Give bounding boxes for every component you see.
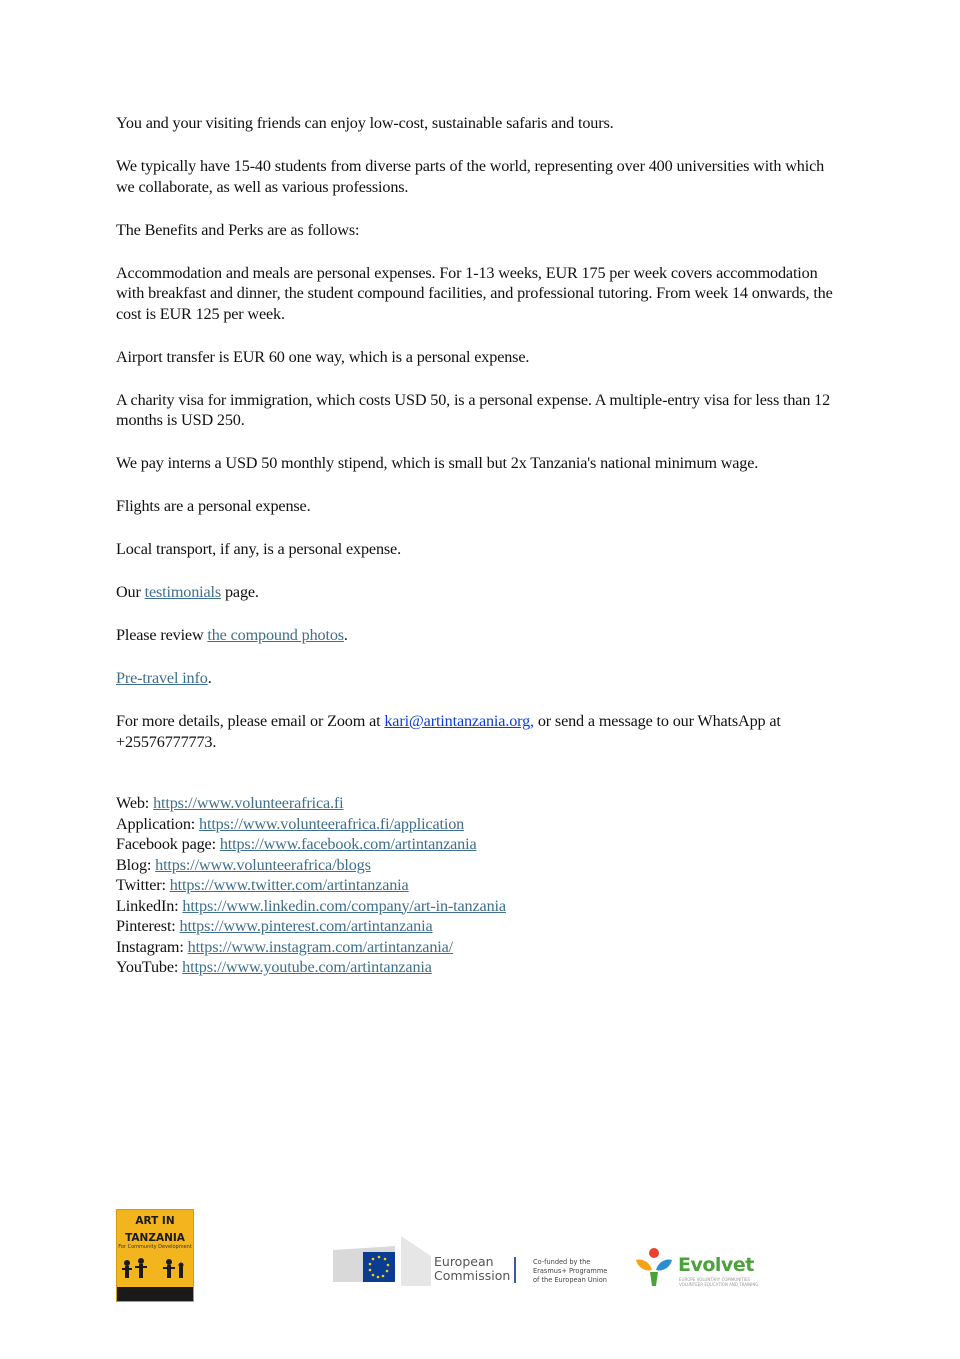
document-body xyxy=(116,113,846,978)
testimonials-link[interactable]: testimonials xyxy=(144,583,222,601)
contact-prefix: For more details, please email or Zoom at xyxy=(116,712,385,730)
testimonials-suffix: page. xyxy=(221,583,259,601)
link-row-youtube xyxy=(116,957,846,978)
link-row-facebook xyxy=(116,834,846,855)
link-row-blog xyxy=(116,855,846,876)
ait-logo-line1: ART IN xyxy=(135,1215,175,1227)
web-url-link[interactable]: https://www.volunteerafrica.fi xyxy=(153,794,344,812)
ec-line1: European xyxy=(434,1254,494,1269)
paragraph-benefits-heading: The Benefits and Perks are as follows: xyxy=(116,220,360,239)
evolvet-name: Evolvet xyxy=(678,1254,754,1276)
footer-logos xyxy=(0,1200,960,1310)
cofund-line2: Erasmus+ Programme xyxy=(533,1267,608,1275)
testimonials-prefix: Our xyxy=(116,583,145,601)
ait-logo-ground xyxy=(117,1287,193,1301)
link-label: Facebook page: xyxy=(116,835,220,853)
paragraph-students: We typically have 15-40 students from diverse parts of the world, representing over 400 universities with which we collaborate, as well as various professions. xyxy=(116,157,825,196)
link-label: Application: xyxy=(116,814,200,833)
link-label: YouTube: xyxy=(116,958,183,976)
link-row-web xyxy=(116,793,846,814)
link-label: LinkedIn: xyxy=(116,896,183,915)
link-row-pinterest xyxy=(116,916,846,937)
link-row-instagram xyxy=(116,937,846,958)
paragraph-safaris: You and your visiting friends can enjoy low-cost, sustainable safaris and tours. xyxy=(116,114,614,132)
evolvet-logo-icon xyxy=(632,1246,676,1288)
link-label: Twitter: xyxy=(116,876,170,894)
paragraph-local-transport: Local transport, if any, is a personal expense. xyxy=(116,540,401,558)
email-link[interactable]: kari@artintanzania.org, xyxy=(384,712,534,730)
paragraph-pretravel xyxy=(116,668,846,689)
evolvet-subtitle xyxy=(679,1277,758,1287)
link-label: Web: xyxy=(116,794,154,812)
paragraph-testimonials xyxy=(116,582,846,603)
erasmus-cofunded-text xyxy=(533,1258,607,1285)
link-row-twitter xyxy=(116,875,846,896)
european-commission-icon xyxy=(333,1236,433,1288)
ec-line2: Commission xyxy=(434,1268,511,1283)
pinterest-url-link[interactable]: https://www.pinterest.com/artintanzania xyxy=(179,917,433,935)
paragraph-airport: Airport transfer is EUR 60 one way, which is a personal expense. xyxy=(116,347,530,366)
pre-travel-info-link[interactable]: Pre-travel info xyxy=(116,669,208,687)
application-url-link[interactable]: https://www.volunteerafrica.fi/application xyxy=(199,814,465,833)
ait-logo-line2: TANZANIA xyxy=(125,1232,185,1244)
paragraph-stipend: We pay interns a USD 50 monthly stipend, which is small but 2x Tanzania's national minimum wage. xyxy=(116,454,759,472)
european-commission-text xyxy=(434,1255,510,1283)
paragraph-flights: Flights are a personal expense. xyxy=(116,497,311,515)
evolvet-sub2: VOLUNTEER EDUCATION AND TRAINING xyxy=(679,1282,759,1287)
ec-divider xyxy=(514,1257,516,1283)
paragraph-accommodation: Accommodation and meals are personal expenses. For 1-13 weeks, EUR 175 per week covers accommodation with breakfast and dinner, the student compound facilities, and professional tutoring. From week 14 onwards, the cost is EUR 125 per week. xyxy=(116,263,833,323)
link-row-application xyxy=(116,814,846,835)
link-label: Blog: xyxy=(116,855,156,874)
art-in-tanzania-logo xyxy=(116,1209,194,1302)
link-row-linkedin xyxy=(116,896,846,917)
youtube-url-link[interactable]: https://www.youtube.com/artintanzania xyxy=(182,958,432,976)
instagram-url-link[interactable]: https://www.instagram.com/artintanzania/ xyxy=(187,937,453,956)
compound-photos-link[interactable]: the compound photos xyxy=(207,626,344,644)
blog-url-link[interactable]: https://www.volunteerafrica/blogs xyxy=(155,855,371,874)
photos-suffix: . xyxy=(343,626,348,644)
twitter-url-link[interactable]: https://www.twitter.com/artintanzania xyxy=(169,876,409,894)
ait-logo-subtitle: For Community Development xyxy=(118,1244,192,1250)
paragraph-photos xyxy=(116,625,846,646)
link-label: Pinterest: xyxy=(116,917,180,935)
evolvet-sub1: EUROPE VOLUNTARY COMMUNITIES xyxy=(679,1277,751,1282)
cofund-line1: Co-funded by the xyxy=(533,1258,591,1266)
linkedin-url-link[interactable]: https://www.linkedin.com/company/art-in-tanzania xyxy=(182,896,506,915)
link-label: Instagram: xyxy=(116,937,188,956)
facebook-url-link[interactable]: https://www.facebook.com/artintanzania xyxy=(219,835,477,853)
cofund-line3: of the European Union xyxy=(533,1276,607,1284)
people-silhouette-icon xyxy=(117,1249,194,1289)
pretravel-suffix: . xyxy=(207,669,212,687)
contact-suffix: or send a message to our WhatsApp at +25576777773. xyxy=(116,712,781,751)
paragraph-contact xyxy=(116,711,846,752)
paragraph-visa: A charity visa for immigration, which costs USD 50, is a personal expense. A multiple-entry visa for less than 12 months is USD 250. xyxy=(116,390,831,429)
photos-prefix: Please review xyxy=(116,626,208,644)
social-links-list xyxy=(116,793,846,978)
